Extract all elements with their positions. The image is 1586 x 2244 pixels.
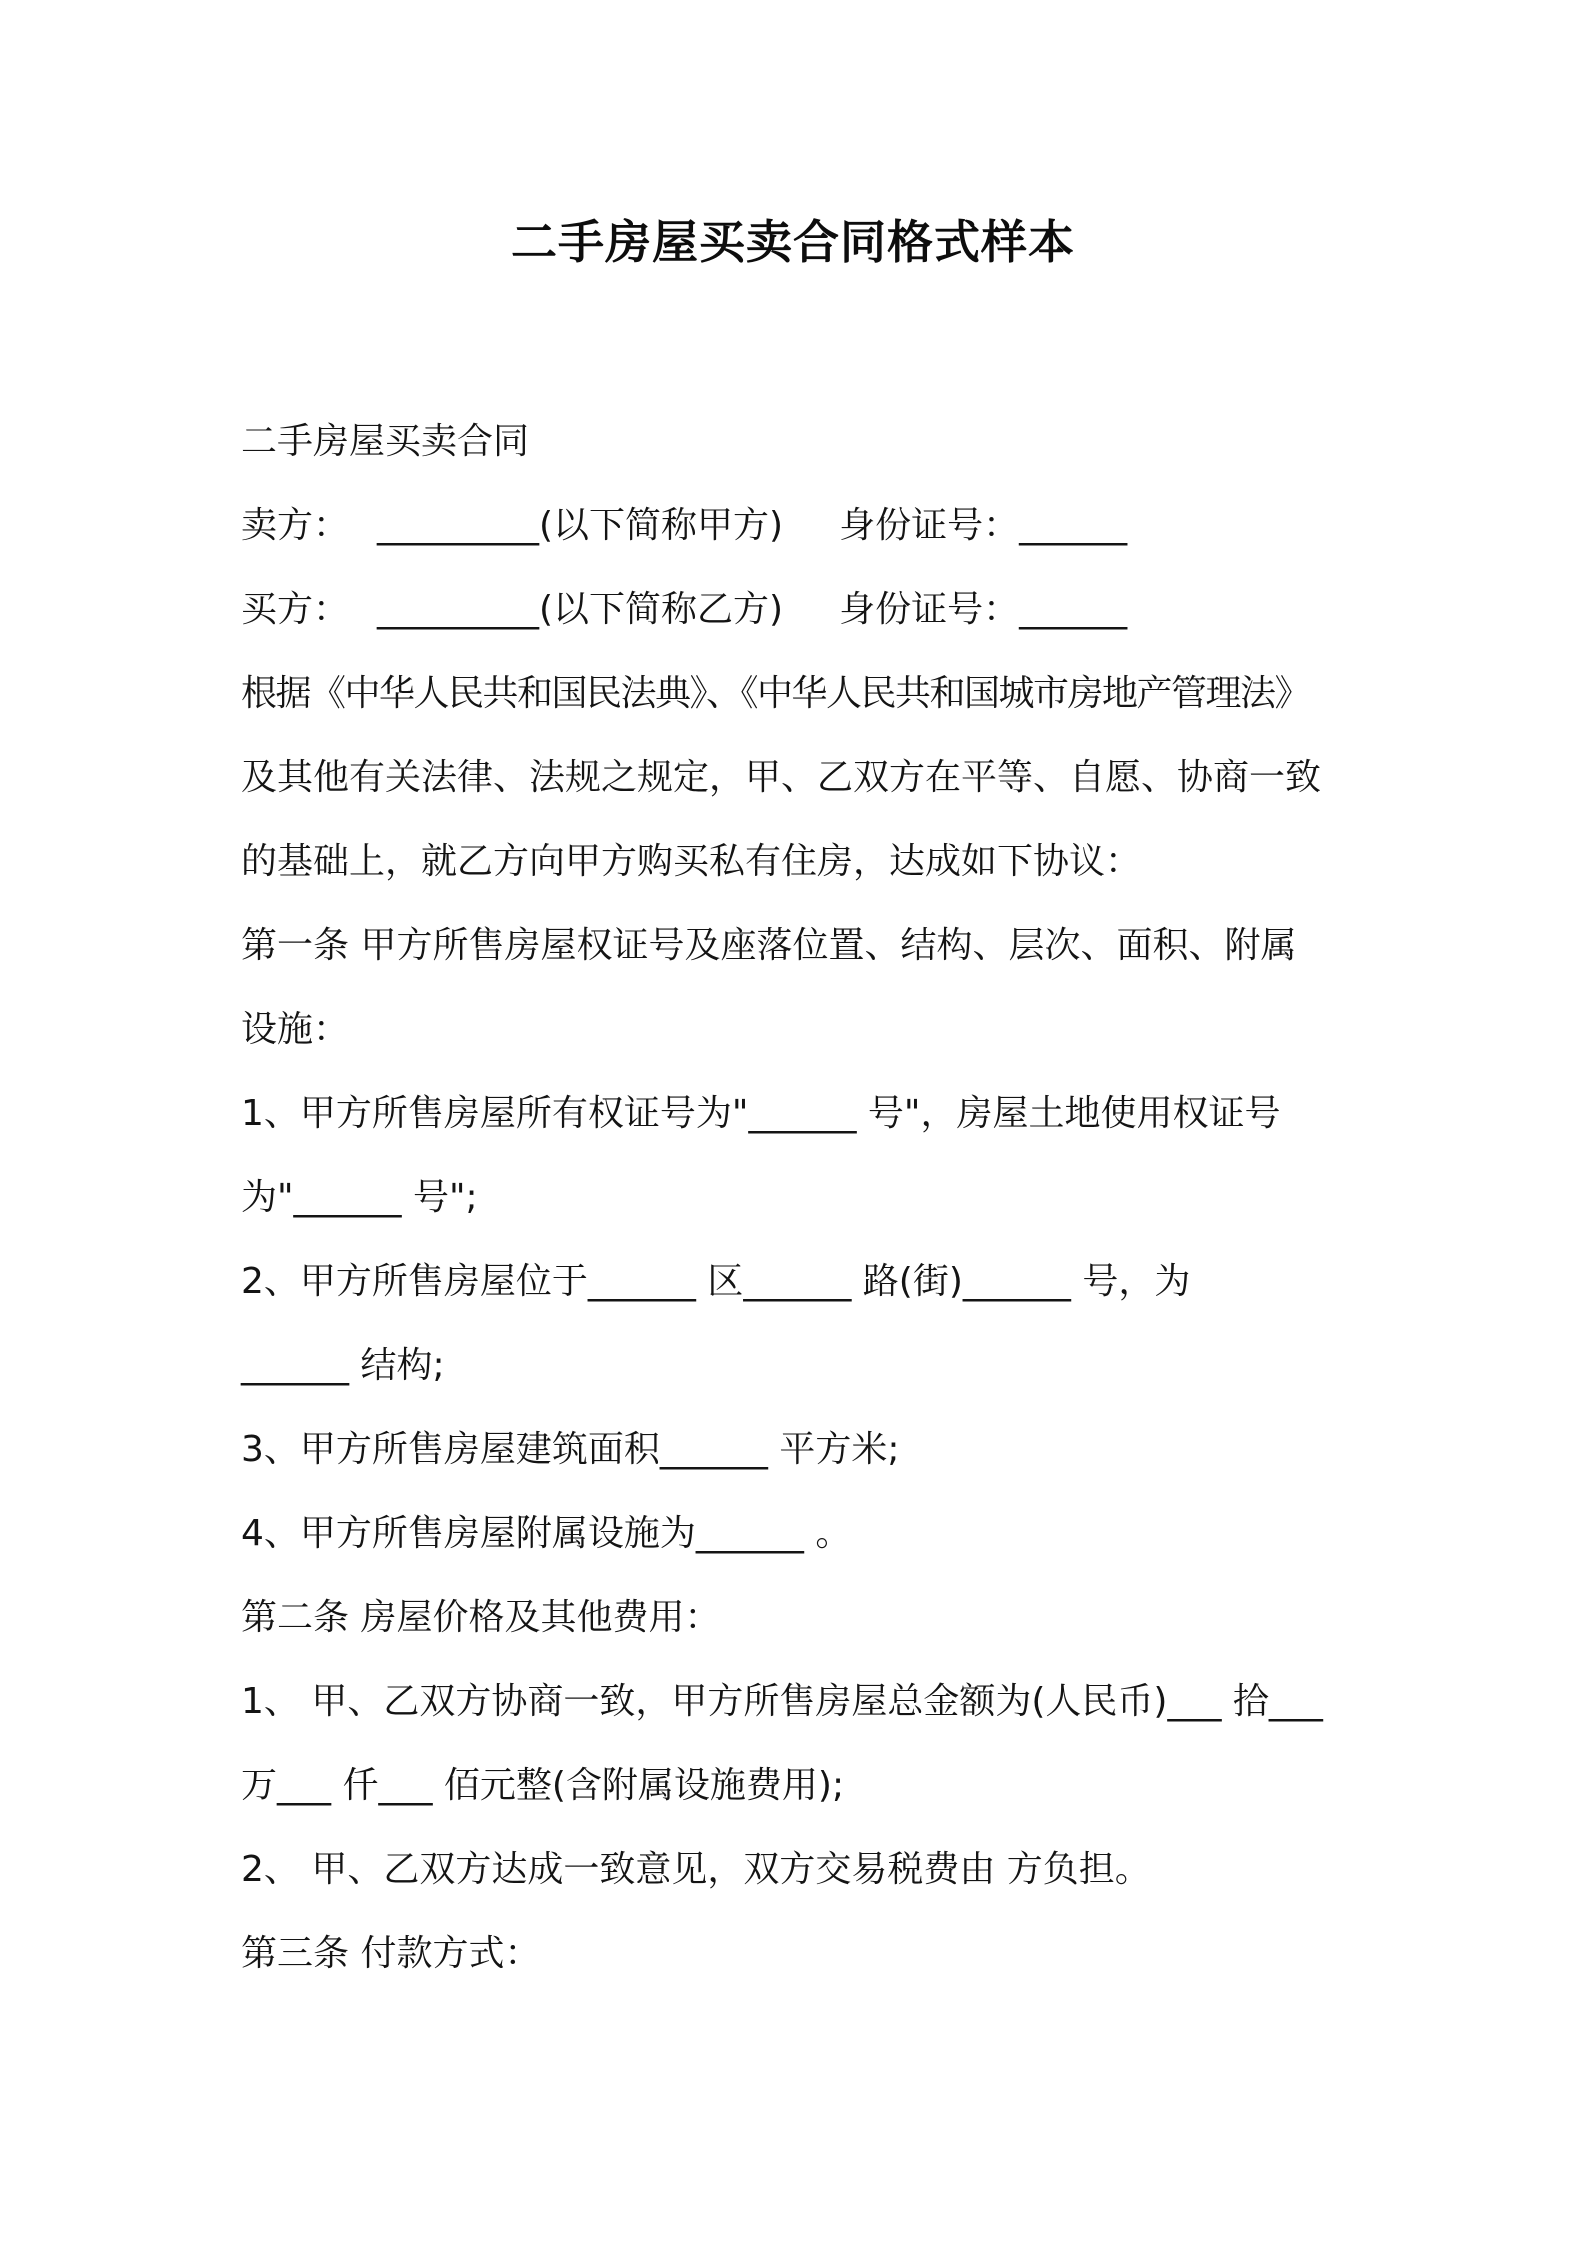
- preamble-line: 及其他有关法律、法规之规定，甲、乙双方在平等、自愿、协商一致: [241, 757, 1322, 798]
- seller-id-label: 身份证号：______: [839, 505, 1128, 546]
- seller-label: 卖方：: [241, 505, 350, 546]
- article2-item: 万___ 仟___ 佰元整(含附属设施费用);: [241, 1765, 845, 1806]
- article2-item: 1、 甲、乙双方协商一致，甲方所售房屋总金额为(人民币)___ 拾___: [241, 1681, 1323, 1722]
- article2-heading: 第二条 房屋价格及其他费用：: [241, 1597, 721, 1638]
- document-body: [241, 400, 1353, 1996]
- buyer-line: [241, 568, 1353, 652]
- preamble-line: 根据《中华人民共和国民法典》、《中华人民共和国城市房地产管理法》: [241, 673, 1310, 714]
- article1-item: 4、甲方所售房屋附属设施为______ 。: [241, 1513, 852, 1554]
- seller-line: [241, 484, 1353, 568]
- contract-subtitle: 二手房屋买卖合同: [241, 421, 530, 462]
- article2-item: 2、 甲、乙双方达成一致意见，双方交易税费由 方负担。: [241, 1849, 1151, 1890]
- article1-item: 3、甲方所售房屋建筑面积______ 平方米;: [241, 1429, 900, 1470]
- buyer-label: 买方：: [241, 589, 350, 630]
- article1-item: 为"______ 号";: [241, 1177, 478, 1218]
- preamble-line: 的基础上，就乙方向甲方购买私有住房，达成如下协议：: [241, 841, 1142, 882]
- article1-heading: 第一条 甲方所售房屋权证号及座落位置、结构、层次、面积、附属: [241, 925, 1297, 966]
- article1-item: 1、甲方所售房屋所有权证号为"______ 号"，房屋土地使用权证号: [241, 1093, 1281, 1134]
- seller-blank: _________(以下简称甲方): [377, 505, 784, 546]
- buyer-blank: _________(以下简称乙方): [377, 589, 784, 630]
- article1-item: 2、甲方所售房屋位于______ 区______ 路(街)______ 号，为: [241, 1261, 1191, 1302]
- buyer-id-label: 身份证号：______: [839, 589, 1128, 630]
- article3-heading: 第三条 付款方式：: [241, 1933, 541, 1974]
- document-title: 二手房屋买卖合同格式样本: [511, 215, 1075, 269]
- article1-item: ______ 结构;: [241, 1345, 445, 1386]
- article1-heading: 设施：: [241, 1009, 350, 1050]
